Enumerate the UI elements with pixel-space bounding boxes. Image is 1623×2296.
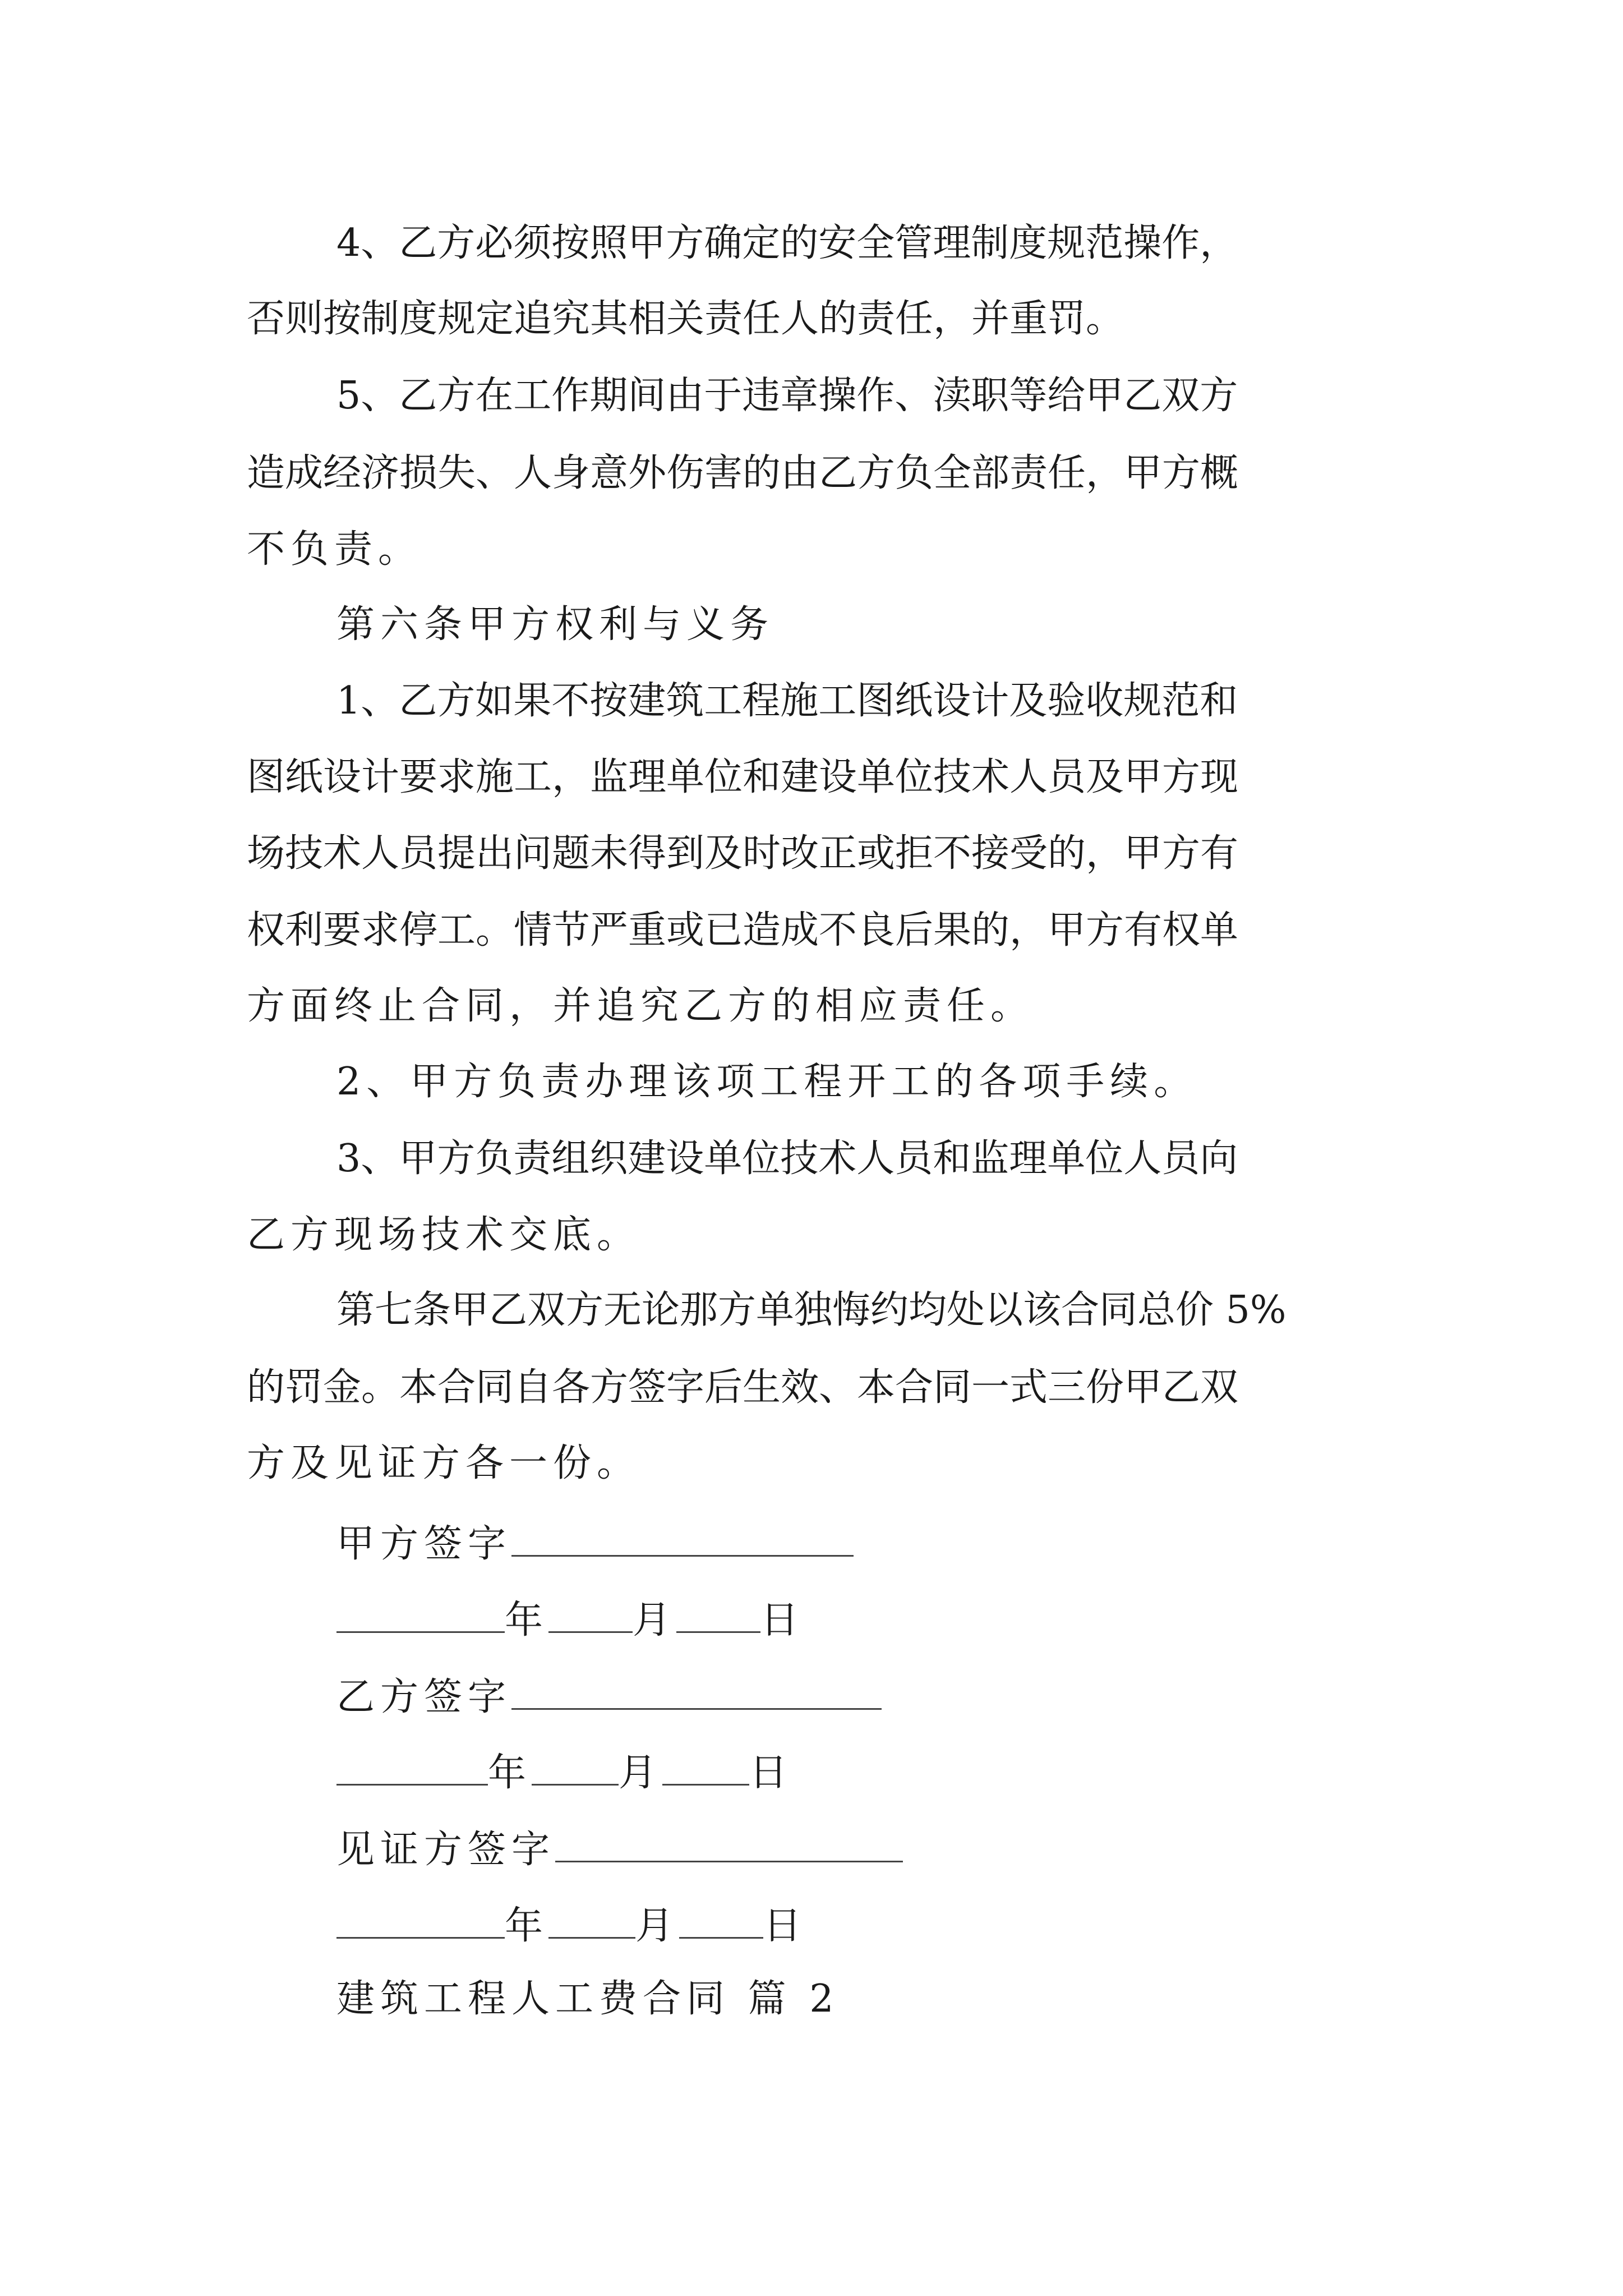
witness-day-unit: 日 bbox=[763, 1904, 808, 1948]
clause-6-1-line-2: 图纸设计要求施工，监理单位和建设单位技术人员及甲方现 bbox=[247, 755, 1239, 799]
clause-6-1-line-3: 场技术人员提出问题未得到及时改正或拒不接受的，甲方有 bbox=[247, 831, 1239, 876]
witness-signature-blank[interactable] bbox=[555, 1827, 903, 1862]
witness-date-row bbox=[336, 1903, 808, 1948]
clause-5-4-line-2: 否则按制度规定追究其相关责任人的责任，并重罚。 bbox=[247, 297, 1124, 341]
party-a-month-blank[interactable] bbox=[548, 1598, 633, 1633]
clause-6-1-line-5: 方面终止合同，并追究乙方的相应责任。 bbox=[247, 984, 1035, 1028]
party-a-year-blank[interactable] bbox=[336, 1598, 505, 1633]
party-b-month-blank[interactable] bbox=[532, 1750, 619, 1786]
article-7-line-1: 第七条甲乙双方无论那方单独悔约均处以该合同总价 5% bbox=[336, 1288, 1287, 1332]
witness-month-blank[interactable] bbox=[548, 1903, 635, 1939]
party-b-signature-label: 乙方签字 bbox=[336, 1675, 512, 1719]
party-a-signature-row bbox=[336, 1521, 854, 1566]
party-b-day-unit: 日 bbox=[749, 1751, 794, 1795]
clause-5-5-line-3: 不负责。 bbox=[247, 527, 422, 572]
witness-signature-row bbox=[336, 1827, 903, 1872]
party-a-year-unit: 年 bbox=[505, 1598, 549, 1642]
party-a-month-unit: 月 bbox=[633, 1598, 677, 1642]
clause-6-2: 2、甲方负责办理该项工程开工的各项手续。 bbox=[336, 1060, 1198, 1104]
party-b-year-unit: 年 bbox=[488, 1751, 532, 1795]
clause-5-5-line-1: 5、乙方在工作期间由于违章操作、渎职等给甲乙双方 bbox=[336, 374, 1238, 418]
witness-month-unit: 月 bbox=[635, 1904, 680, 1948]
party-b-month-unit: 月 bbox=[619, 1751, 663, 1795]
party-a-day-unit: 日 bbox=[760, 1598, 805, 1642]
party-a-signature-blank[interactable] bbox=[511, 1521, 854, 1557]
party-b-day-blank[interactable] bbox=[662, 1750, 749, 1786]
witness-year-unit: 年 bbox=[505, 1904, 549, 1948]
clause-6-1-line-4: 权利要求停工。情节严重或已造成不良后果的，甲方有权单 bbox=[247, 908, 1239, 953]
article-6-heading: 第六条甲方权利与义务 bbox=[336, 602, 774, 647]
party-b-signature-row bbox=[336, 1674, 882, 1717]
clause-6-3-line-2: 乙方现场技术交底。 bbox=[247, 1213, 641, 1257]
next-section-title: 建筑工程人工费合同 篇 2 bbox=[336, 1977, 840, 2021]
article-7-line-3: 方及见证方各一份。 bbox=[247, 1441, 641, 1485]
party-a-date-row bbox=[336, 1598, 804, 1640]
witness-signature-label: 见证方签字 bbox=[336, 1828, 556, 1872]
party-a-signature-label: 甲方签字 bbox=[336, 1522, 512, 1566]
clause-6-3-line-1: 3、甲方负责组织建设单位技术人员和监理单位人员向 bbox=[336, 1137, 1238, 1181]
party-b-signature-blank[interactable] bbox=[511, 1674, 882, 1710]
witness-day-blank[interactable] bbox=[679, 1903, 763, 1939]
clause-5-4-line-1: 4、乙方必须按照甲方确定的安全管理制度规范操作， bbox=[336, 221, 1238, 265]
clause-6-1-line-1: 1、乙方如果不按建筑工程施工图纸设计及验收规范和 bbox=[336, 679, 1238, 723]
clause-5-5-line-2: 造成经济损失、人身意外伤害的由乙方负全部责任，甲方概 bbox=[247, 451, 1239, 495]
party-b-year-blank[interactable] bbox=[336, 1750, 488, 1786]
party-a-day-blank[interactable] bbox=[676, 1598, 760, 1633]
party-b-date-row bbox=[336, 1750, 794, 1795]
article-7-line-2: 的罚金。本合同自各方签字后生效、本合同一式三份甲乙双 bbox=[247, 1365, 1239, 1410]
witness-year-blank[interactable] bbox=[336, 1903, 505, 1939]
